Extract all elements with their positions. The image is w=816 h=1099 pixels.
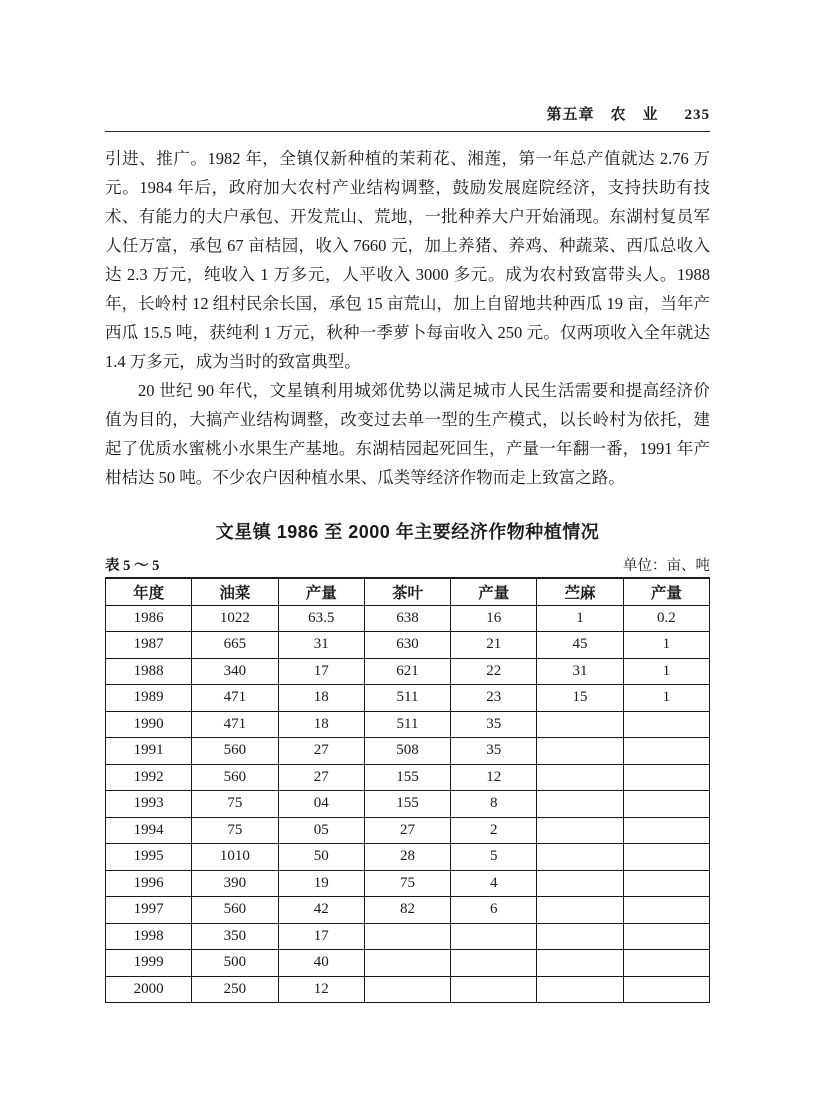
table-row: [106, 791, 710, 818]
table-cell: 28: [364, 844, 450, 871]
table-cell: 390: [192, 870, 278, 897]
table-cell: 1994: [106, 817, 192, 844]
table-cell: 75: [364, 870, 450, 897]
table-cell: 6: [451, 897, 537, 924]
table-cell: 1998: [106, 923, 192, 950]
table-cell: 1022: [192, 605, 278, 632]
table-cell: [623, 711, 709, 738]
table-cell: 1: [537, 605, 623, 632]
table-cell: 511: [364, 685, 450, 712]
table-cell: 17: [278, 658, 364, 685]
table-row: [106, 738, 710, 765]
table-row: [106, 976, 710, 1003]
page-number: 235: [684, 107, 710, 123]
table-cell: 1993: [106, 791, 192, 818]
paragraph: 20 世纪 90 年代，文星镇利用城郊优势以满足城市人民生活需要和提高经济价值为目的，大搞产业结构调整，改变过去单一型的生产模式，以长岭村为依托，建起了优质水蜜桃小水果生产基地。东湖桔园起死回生，产量一年翻一番，1991 年产柑桔达 50 吨。不少农户因种植水果、瓜类等经济作物而走上致富之路。: [105, 381, 710, 487]
table-row: [106, 923, 710, 950]
table-cell: [623, 897, 709, 924]
table-header-cell: 产量: [278, 578, 364, 605]
table-cell: [537, 870, 623, 897]
table-cell: [623, 764, 709, 791]
table-cell: 19: [278, 870, 364, 897]
table-cell: 1997: [106, 897, 192, 924]
table-row: [106, 605, 710, 632]
table-cell: 8: [451, 791, 537, 818]
table-cell: 560: [192, 764, 278, 791]
table-cell: 1999: [106, 950, 192, 977]
table-cell: [623, 976, 709, 1003]
table-cell: [537, 817, 623, 844]
table-cell: 75: [192, 817, 278, 844]
table-title: 文星镇 1986 至 2000 年主要经济作物种植情况: [215, 522, 600, 542]
table-label: 表 5 ～ 5: [105, 558, 160, 574]
table-row: [106, 685, 710, 712]
table-cell: 1: [623, 658, 709, 685]
table-row: [106, 817, 710, 844]
table-cell: 560: [192, 897, 278, 924]
table-cell: 45: [537, 632, 623, 659]
table-cell: 27: [278, 738, 364, 765]
table-cell: 21: [451, 632, 537, 659]
table-cell: 1986: [106, 605, 192, 632]
table-cell: [537, 791, 623, 818]
table-cell: 27: [364, 817, 450, 844]
table-cell: [537, 764, 623, 791]
table-cell: 12: [451, 764, 537, 791]
table-header-cell: 茶叶: [364, 578, 450, 605]
table-cell: 18: [278, 685, 364, 712]
table-cell: 35: [451, 711, 537, 738]
table-cell: 1988: [106, 658, 192, 685]
table-cell: 31: [278, 632, 364, 659]
table-row: [106, 764, 710, 791]
table-cell: 1991: [106, 738, 192, 765]
table-cell: [451, 976, 537, 1003]
table-cell: 63.5: [278, 605, 364, 632]
table-cell: 22: [451, 658, 537, 685]
table-cell: 471: [192, 711, 278, 738]
table-cell: [364, 950, 450, 977]
table-meta: [105, 554, 710, 575]
table-cell: 16: [451, 605, 537, 632]
table-cell: 1989: [106, 685, 192, 712]
table-row: [106, 658, 710, 685]
table-cell: 1992: [106, 764, 192, 791]
table-cell: 12: [278, 976, 364, 1003]
table-cell: 05: [278, 817, 364, 844]
table-cell: 27: [278, 764, 364, 791]
table-cell: 0.2: [623, 605, 709, 632]
table-cell: 1987: [106, 632, 192, 659]
table-cell: 42: [278, 897, 364, 924]
table-cell: 23: [451, 685, 537, 712]
table-row: [106, 844, 710, 871]
crop-table: [105, 577, 710, 1003]
table-cell: [537, 923, 623, 950]
table-cell: 50: [278, 844, 364, 871]
table-cell: 630: [364, 632, 450, 659]
table-cell: 1990: [106, 711, 192, 738]
table-cell: 31: [537, 658, 623, 685]
table-cell: [537, 950, 623, 977]
table-cell: 508: [364, 738, 450, 765]
table-cell: 250: [192, 976, 278, 1003]
table-cell: 15: [537, 685, 623, 712]
table-row: [106, 870, 710, 897]
body-text: [105, 144, 710, 492]
table-cell: [364, 923, 450, 950]
table-cell: 621: [364, 658, 450, 685]
table-cell: 2000: [106, 976, 192, 1003]
table-cell: 5: [451, 844, 537, 871]
table-cell: 665: [192, 632, 278, 659]
table-header-cell: 产量: [451, 578, 537, 605]
chapter-title: 第五章 农 业: [546, 107, 659, 123]
table-body: [106, 605, 710, 1003]
table-row: [106, 632, 710, 659]
table-cell: [623, 950, 709, 977]
table-cell: 17: [278, 923, 364, 950]
table-cell: [537, 897, 623, 924]
table-cell: 2: [451, 817, 537, 844]
table-cell: 75: [192, 791, 278, 818]
table-cell: 350: [192, 923, 278, 950]
table-cell: [451, 923, 537, 950]
table-cell: [364, 976, 450, 1003]
table-cell: 155: [364, 791, 450, 818]
table-cell: 340: [192, 658, 278, 685]
running-header: [105, 103, 710, 132]
table-cell: 1995: [106, 844, 192, 871]
table-header-cell: 产量: [623, 578, 709, 605]
table-cell: 1: [623, 632, 709, 659]
table-cell: [451, 950, 537, 977]
table-unit: 单位：亩、吨: [623, 558, 710, 574]
table-header-cell: 年度: [106, 578, 192, 605]
table-row: [106, 950, 710, 977]
table-header-row: [106, 578, 710, 605]
table-cell: 500: [192, 950, 278, 977]
table-cell: 82: [364, 897, 450, 924]
table-cell: [623, 738, 709, 765]
table-cell: [623, 923, 709, 950]
table-cell: [537, 738, 623, 765]
table-cell: 40: [278, 950, 364, 977]
table-cell: 35: [451, 738, 537, 765]
table-header-cell: 油菜: [192, 578, 278, 605]
table-header-cell: 苎麻: [537, 578, 623, 605]
table-cell: 1: [623, 685, 709, 712]
table-cell: 511: [364, 711, 450, 738]
table-cell: 1996: [106, 870, 192, 897]
table-cell: [623, 817, 709, 844]
table-cell: 4: [451, 870, 537, 897]
table-cell: 1010: [192, 844, 278, 871]
table-cell: 04: [278, 791, 364, 818]
table-row: [106, 711, 710, 738]
table-cell: 155: [364, 764, 450, 791]
table-row: [106, 897, 710, 924]
table-cell: 638: [364, 605, 450, 632]
table-cell: [623, 791, 709, 818]
paragraph: 引进、推广。1982 年，全镇仅新种植的茉莉花、湘莲，第一年总产值就达 2.76 万元。1984 年后，政府加大农村产业结构调整，鼓励发展庭院经济，支持扶助有技术、有能力的大户承包、开发荒山、荒地，一批种养大户开始涌现。东湖村复员军人任万富，承包 67 亩桔园，收入 7660 元，加上养猪、养鸡、种蔬菜、西瓜总收入达 2.3 万元，纯收入 1 万多元，人平收入 3000 多元。成为农村致富带头人。1988 年，长岭村 12 组村民余长国，承包 15 亩荒山，加上自留地共种西瓜 19 亩，当年产西瓜 15.5 吨，获纯利 1 万元，秋种一季萝卜每亩收入 250 元。仅两项收入全年就达 1.4 万多元，成为当时的致富典型。: [105, 149, 710, 371]
table-cell: [537, 844, 623, 871]
table-cell: [623, 844, 709, 871]
table-cell: 560: [192, 738, 278, 765]
table-cell: 471: [192, 685, 278, 712]
table-cell: [623, 870, 709, 897]
table-cell: [537, 711, 623, 738]
table-cell: [537, 976, 623, 1003]
table-cell: 18: [278, 711, 364, 738]
